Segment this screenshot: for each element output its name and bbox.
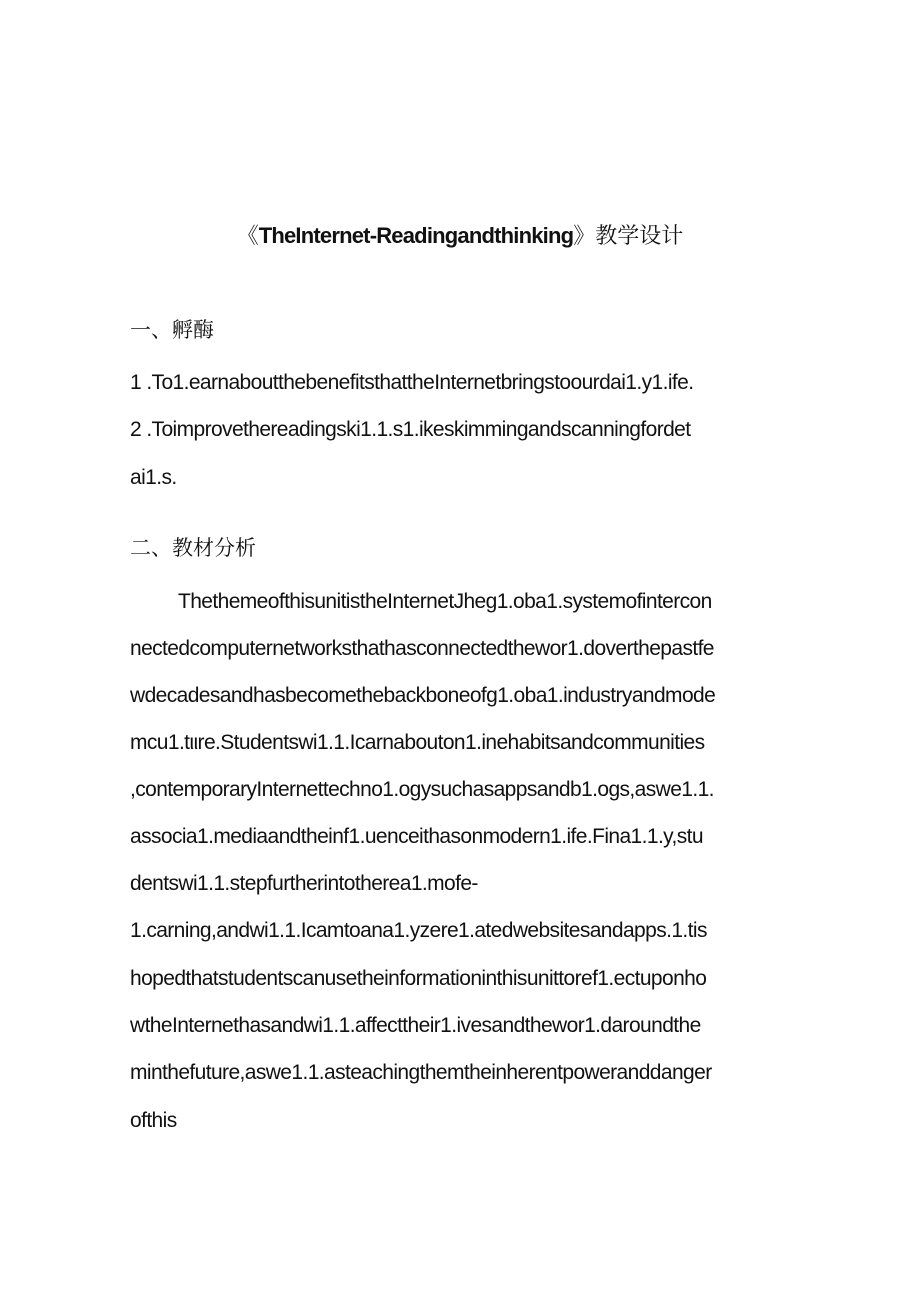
title-english: TheInternet-Readingandthinking	[258, 223, 574, 248]
paragraph-line: 1 .To1.earnaboutthebenefitsthattheInternetbringstoourdai1.y1.ife.	[130, 371, 694, 394]
paragraph-line: dentswi1.1.stepfurtherintotherea1.mofe-	[130, 872, 478, 895]
paragraph-line: 1.carning,andwi1.1.Icamtoana1.yzere1.atedwebsitesandapps.1.tis	[130, 919, 707, 942]
paragraph-line: hopedthatstudentscanusetheinformationinthisunittoref1.ectuponho	[130, 967, 707, 990]
paragraph-line: minthefuture,aswe1.1.asteachingthemtheinherentpoweranddanger	[130, 1061, 712, 1084]
paragraph-line: wdecadesandhasbecomethebackboneofg1.oba1.industryandmode	[130, 684, 716, 707]
paragraph-line: ,contemporaryInternettechno1.ogysuchasappsandb1.ogs,aswe1.1.	[130, 778, 714, 801]
paragraph-line: ai1.s.	[130, 466, 177, 489]
paragraph-line: wtheInternethasandwi1.1.affecttheir1.ivesandthewor1.daroundthe	[130, 1014, 701, 1037]
paragraph-line: nectedcomputernetworksthathasconnectedthewor1.doverthepastfe	[130, 637, 714, 660]
title-open-bracket: 《	[236, 224, 259, 249]
paragraph-line: 2 .Toimprovethereadingski1.1.s1.ikeskimmingandscanningfordet	[130, 418, 691, 441]
paragraph-line: associa1.mediaandtheinf1.uenceithasonmodern1.ife.Fina1.1.y,stu	[130, 825, 703, 848]
title-chinese: 教学设计	[595, 224, 684, 249]
document-title	[0, 216, 920, 257]
title-close-bracket: 》	[573, 224, 596, 249]
section-heading-material-analysis: 二、教材分析	[130, 536, 256, 560]
paragraph-line: ThethemeofthisunitistheInternetJheg1.oba1.systemofintercon	[178, 590, 712, 613]
paragraph-line: ofthis	[130, 1109, 177, 1132]
paragraph-line: mcu1.tιιre.Studentswi1.1.Icarnabouton1.inehabitsandcommunities	[130, 731, 705, 754]
section-heading-objectives: 一、孵酶	[130, 318, 214, 342]
